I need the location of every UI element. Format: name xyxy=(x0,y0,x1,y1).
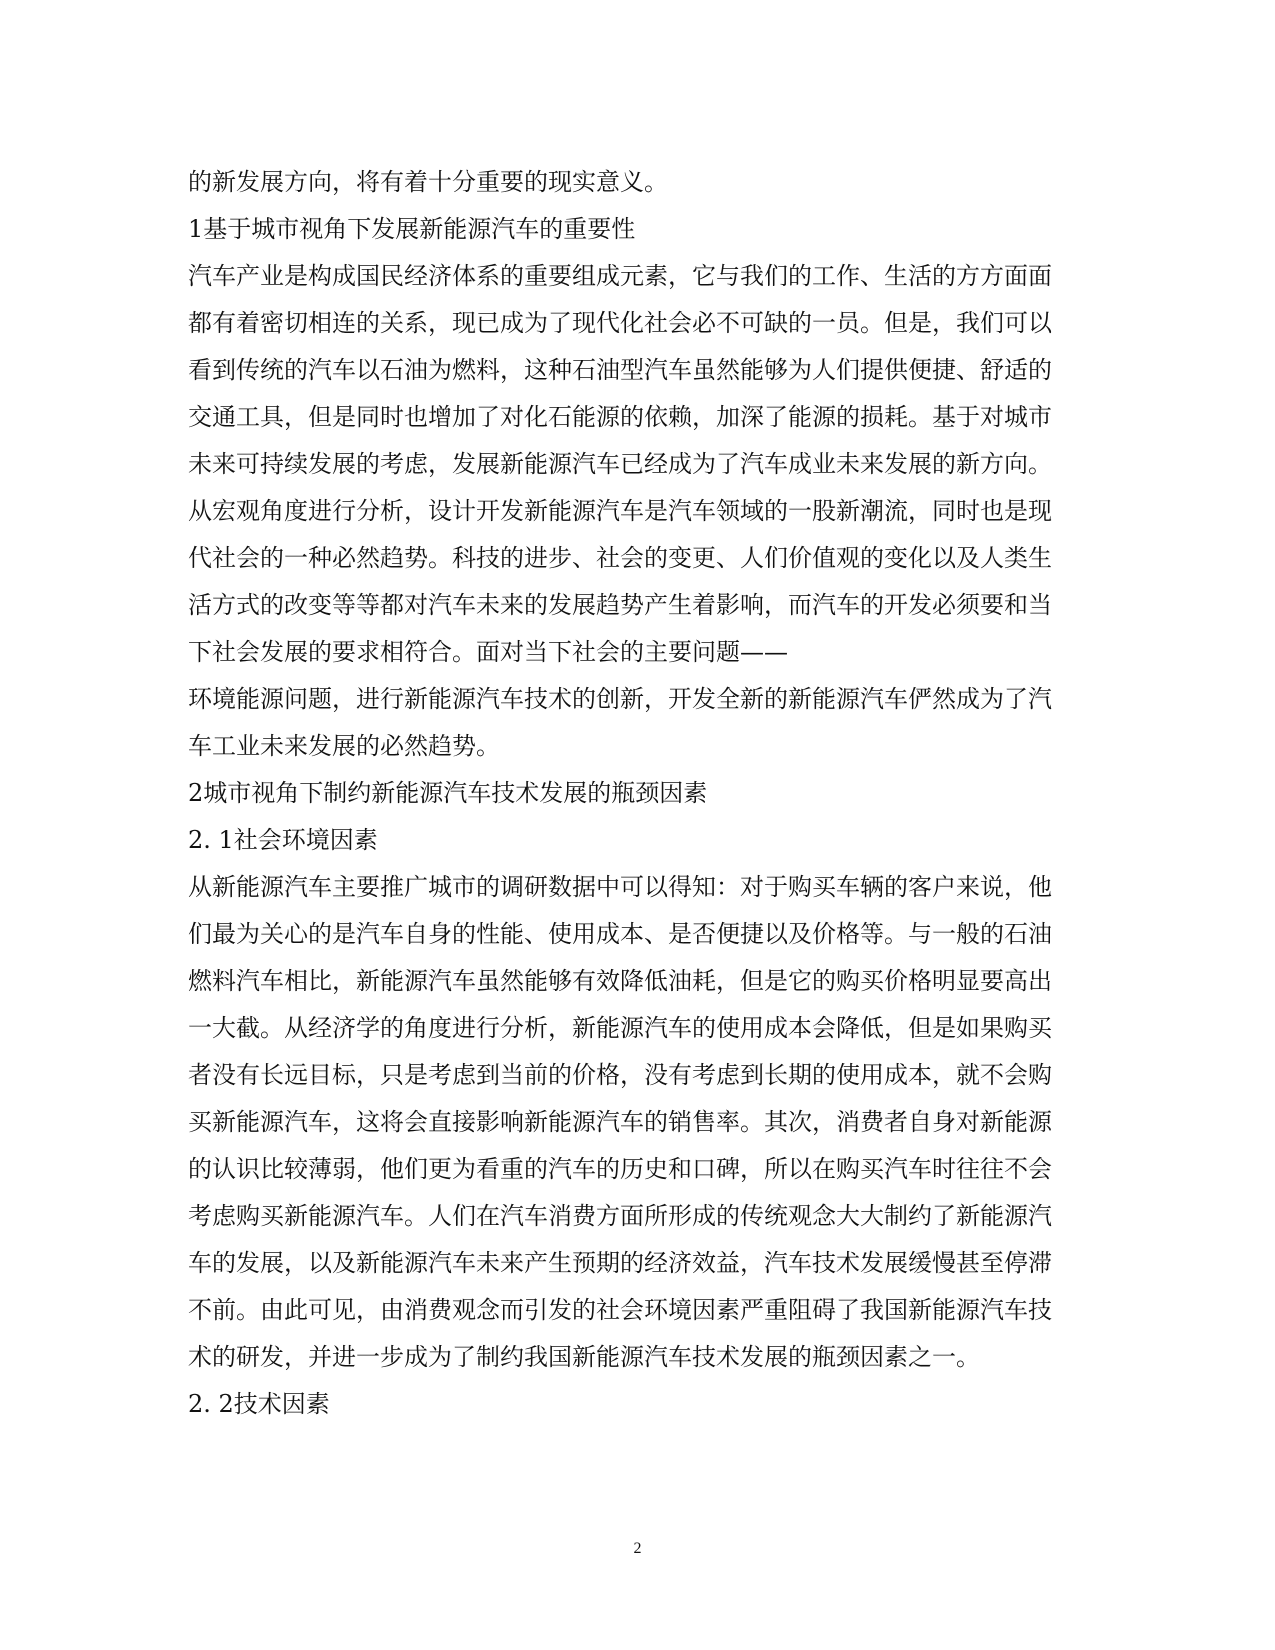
body-text xyxy=(188,159,1088,1428)
text-line: 从宏观角度进行分析，设计开发新能源汽车是汽车领域的一股新潮流，同时也是现 xyxy=(188,497,1052,525)
text-line: 交通工具，但是同时也增加了对化石能源的依赖，加深了能源的损耗。基于对城市 xyxy=(188,403,1052,431)
text-line: 一大截。从经济学的角度进行分析，新能源汽车的使用成本会降低，但是如果购买 xyxy=(188,1014,1052,1042)
text-line: 们最为关心的是汽车自身的性能、使用成本、是否便捷以及价格等。与一般的石油 xyxy=(188,920,1052,948)
text-line: 者没有长远目标，只是考虑到当前的价格，没有考虑到长期的使用成本，就不会购 xyxy=(188,1061,1052,1089)
text-line: 车工业未来发展的必然趋势。 xyxy=(188,732,500,760)
text-line: 术的研发，并进一步成为了制约我国新能源汽车技术发展的瓶颈因素之一。 xyxy=(188,1343,980,1371)
subsection-heading: 2. 1社会环境因素 xyxy=(188,826,378,854)
section-heading: 1基于城市视角下发展新能源汽车的重要性 xyxy=(188,215,636,243)
text-line: 汽车产业是构成国民经济体系的重要组成元素，它与我们的工作、生活的方方面面 xyxy=(188,262,1052,290)
text-line: 活方式的改变等等都对汽车未来的发展趋势产生着影响，而汽车的开发必须要和当 xyxy=(188,591,1052,619)
text-line: 的认识比较薄弱，他们更为看重的汽车的历史和口碑，所以在购买汽车时往往不会 xyxy=(188,1155,1052,1183)
page-number: 2 xyxy=(633,1540,642,1557)
text-line: 环境能源问题，进行新能源汽车技术的创新，开发全新的新能源汽车俨然成为了汽 xyxy=(188,685,1052,713)
subsection-heading: 2. 2技术因素 xyxy=(188,1390,330,1418)
text-line: 下社会发展的要求相符合。面对当下社会的主要问题—— xyxy=(188,638,788,666)
text-line: 未来可持续发展的考虑，发展新能源汽车已经成为了汽车成业未来发展的新方向。 xyxy=(188,450,1052,478)
section-heading: 2城市视角下制约新能源汽车技术发展的瓶颈因素 xyxy=(188,779,708,807)
text-line: 看到传统的汽车以石油为燃料，这种石油型汽车虽然能够为人们提供便捷、舒适的 xyxy=(188,356,1052,384)
text-line: 燃料汽车相比，新能源汽车虽然能够有效降低油耗，但是它的购买价格明显要高出 xyxy=(188,967,1052,995)
text-line: 都有着密切相连的关系，现已成为了现代化社会必不可缺的一员。但是，我们可以 xyxy=(188,309,1052,337)
text-line: 从新能源汽车主要推广城市的调研数据中可以得知：对于购买车辆的客户来说，他 xyxy=(188,873,1052,901)
text-line: 考虑购买新能源汽车。人们在汽车消费方面所形成的传统观念大大制约了新能源汽 xyxy=(188,1202,1052,1230)
text-line: 不前。由此可见，由消费观念而引发的社会环境因素严重阻碍了我国新能源汽车技 xyxy=(188,1296,1052,1324)
text-line: 的新发展方向，将有着十分重要的现实意义。 xyxy=(188,168,668,196)
text-line: 车的发展，以及新能源汽车未来产生预期的经济效益，汽车技术发展缓慢甚至停滞 xyxy=(188,1249,1052,1277)
text-line: 代社会的一种必然趋势。科技的进步、社会的变更、人们价值观的变化以及人类生 xyxy=(188,544,1052,572)
text-line: 买新能源汽车，这将会直接影响新能源汽车的销售率。其次，消费者自身对新能源 xyxy=(188,1108,1052,1136)
